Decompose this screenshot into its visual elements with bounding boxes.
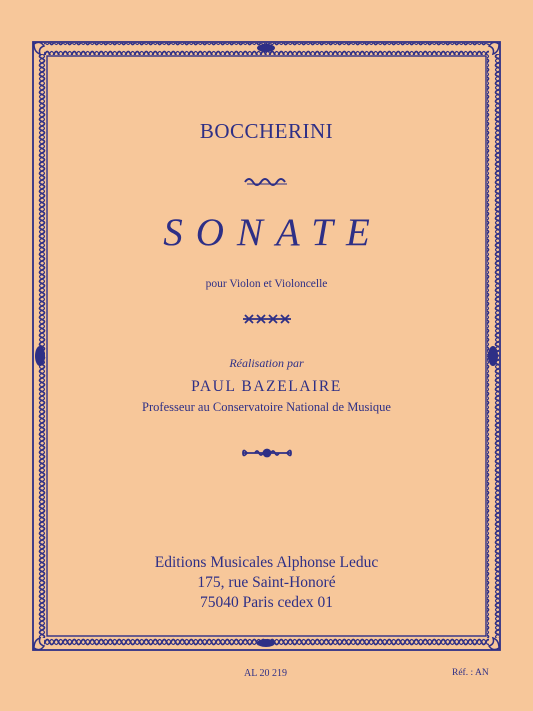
instrumentation: pour Violon et Violoncelle xyxy=(205,278,328,290)
publisher-block xyxy=(0,553,533,613)
wave-ornament-icon xyxy=(244,176,290,186)
realisation-label: Réalisation par xyxy=(229,356,304,370)
publisher-city: 75040 Paris cedex 01 xyxy=(199,594,333,611)
publisher-name: Editions Musicales Alphonse Leduc xyxy=(154,554,379,571)
arranger-title: Professeur au Conservatoire National de Musique xyxy=(142,400,391,414)
arranger-name: PAUL BAZELAIRE xyxy=(191,378,342,395)
composer-name: BOCCHERINI xyxy=(199,119,334,143)
work-title: SONATE xyxy=(163,211,383,254)
knot-ornament-icon xyxy=(243,313,291,325)
catalog-number: AL 20 219 xyxy=(244,668,287,679)
scroll-ornament-icon xyxy=(241,447,293,459)
reference-code: Réf. : AN xyxy=(452,668,489,678)
publisher-street: 175, rue Saint-Honoré xyxy=(197,574,336,591)
